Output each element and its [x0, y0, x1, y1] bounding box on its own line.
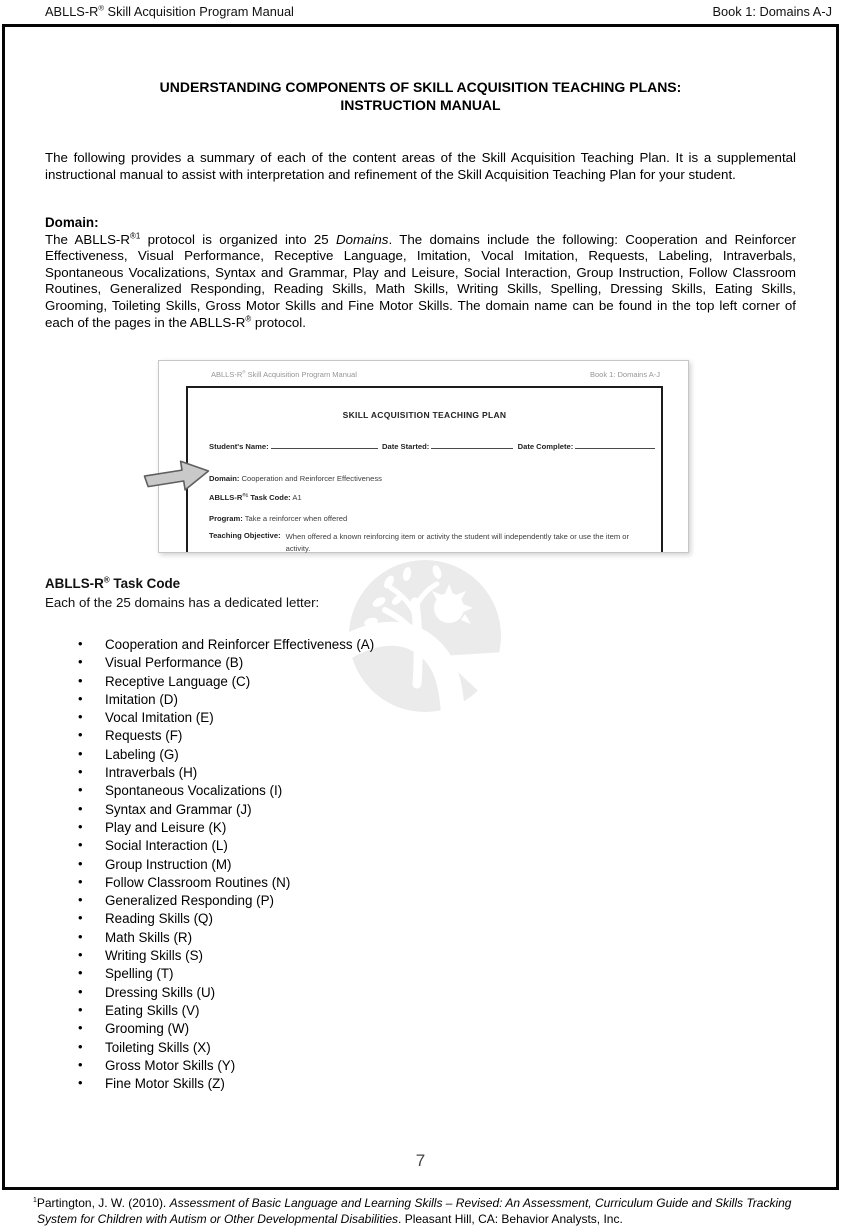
- list-item: • Fine Motor Skills (Z): [5, 1076, 796, 1094]
- registered-mark: ®: [98, 3, 104, 13]
- list-item: • Follow Classroom Routines (N): [5, 875, 796, 893]
- registered-mark-footref: ®1: [242, 492, 249, 498]
- list-item: • Receptive Language (C): [5, 674, 796, 692]
- list-item: • Social Interaction (L): [5, 838, 796, 856]
- running-header-right: Book 1: Domains A-J: [712, 4, 832, 19]
- page-number: 7: [415, 1151, 426, 1170]
- task-code-heading: ABLLS-R® Task Code: [45, 575, 181, 591]
- screenshot-running-header: [211, 370, 660, 379]
- registered-mark: ®: [103, 575, 110, 585]
- teaching-objective-row: Teaching Objective: When offered a known reinforcing item or activity the student will independently take or use the item or activity.: [209, 531, 630, 553]
- teaching-plan-screenshot: [158, 360, 689, 553]
- footnote: $^1$Partington, J. W. (2010). Assessment of Basic Language and Learning Skills – Revised: An Assessment, Curriculum Guide and Skills Tracking System for Children with Autism or Other Developmental Disabilities. Pleasant Hill, CA: Behavior Analysts, Inc.: [33, 1196, 792, 1226]
- list-item: • Vocal Imitation (E): [5, 710, 796, 728]
- running-header-left: ABLLS-R® Skill Acquisition Program Manual: [45, 3, 294, 19]
- footnote-number: 1: [33, 1197, 37, 1204]
- list-item: • Writing Skills (S): [5, 948, 796, 966]
- list-item: • Toileting Skills (X): [5, 1040, 796, 1058]
- date-started-blank: [431, 441, 513, 449]
- list-item: • Group Instruction (M): [5, 857, 796, 875]
- program-row: Program: Take a reinforcer when offered: [209, 514, 348, 523]
- domain-heading: Domain:: [45, 215, 99, 230]
- domain-row: Domain: Cooperation and Reinforcer Effectiveness: [209, 474, 382, 483]
- list-item: • Generalized Responding (P): [5, 893, 796, 911]
- list-item: • Play and Leisure (K): [5, 820, 796, 838]
- task-code-row: ABLLS-$R^{®1}$ Task Code: A1: [209, 492, 302, 502]
- page-border-box: [2, 24, 839, 1190]
- date-complete-blank: [575, 441, 655, 449]
- running-header: [45, 4, 832, 24]
- screenshot-header-left: ABLLS-R® Skill Acquisition Program Manual: [211, 369, 357, 379]
- list-item: • Dressing Skills (U): [5, 985, 796, 1003]
- list-item: • Reading Skills (Q): [5, 911, 796, 929]
- footnote-book-title: Assessment of Basic Language and Learning Skills – Revised: An Assessment, Curriculum Guide and Skills Tracking System for Children with Autism or Other Developmental Disabilities: [37, 1196, 792, 1226]
- domains-italic: Domains: [335, 231, 389, 247]
- list-item: • Math Skills (R): [5, 930, 796, 948]
- domain-paragraph: The ABLLS-$R^{®1}$ protocol is organized into 25 Domains. The domains include the following: Cooperation and Reinforcer Effectiveness, Visual Performance, Receptive Language, Imitation, Vocal Imitation, Requests, Labeling, Intraverbals, Spontaneous Vocalizations, Syntax and Grammar, Play and Leisure, Social Interaction, Group Instruction, Follow Classroom Routines, Generalized Responding, Reading Skills, Math Skills, Writing Skills, Spelling, Dressing Skills, Eating Skills, Grooming, Toileting Skills, Gross Motor Skills and Fine Motor Skills. The domain name can be found in the top left corner of each of the pages in the ABLLS-R® protocol.: [45, 231, 796, 330]
- list-item: • Intraverbals (H): [5, 765, 796, 783]
- intro-paragraph: The following provides a summary of each of the content areas of the Skill Acquisition Teaching Plan. It is a supplemental instructional manual to assist with interpretation and refinement of the Skill Acquisition Teaching Plan for your student.: [45, 150, 796, 182]
- list-item: • Grooming (W): [5, 1021, 796, 1039]
- list-item: • Cooperation and Reinforcer Effectiveness (A): [5, 637, 796, 655]
- callout-arrow-icon: [141, 457, 213, 506]
- domain-section: [45, 215, 796, 331]
- student-name-row: Student's Name: Date Started: Date Complete:: [209, 441, 651, 451]
- registered-mark-footref: ®1: [129, 231, 141, 241]
- list-item: • Eating Skills (V): [5, 1003, 796, 1021]
- list-item: • Requests (F): [5, 728, 796, 746]
- task-code-section: [45, 576, 796, 610]
- page-title-line2: INSTRUCTION MANUAL: [340, 97, 501, 113]
- list-item: • Labeling (G): [5, 747, 796, 765]
- task-code-subtitle: Each of the 25 domains has a dedicated letter:: [45, 595, 320, 610]
- page-title: [45, 78, 796, 114]
- screenshot-form-box: [186, 386, 663, 552]
- list-item: • Gross Motor Skills (Y): [5, 1058, 796, 1076]
- student-name-blank: [271, 441, 378, 449]
- screenshot-header-right: Book 1: Domains A-J: [589, 370, 660, 379]
- list-item: • Spelling (T): [5, 966, 796, 984]
- list-item: • Imitation (D): [5, 692, 796, 710]
- registered-mark: ®: [242, 369, 246, 375]
- page-title-line1: UNDERSTANDING COMPONENTS OF SKILL ACQUISITION TEACHING PLANS:: [159, 79, 682, 95]
- list-item: • Visual Performance (B): [5, 655, 796, 673]
- registered-mark: ®: [245, 314, 252, 324]
- domain-letter-list: [5, 637, 796, 1094]
- list-item: • Spontaneous Vocalizations (I): [5, 783, 796, 801]
- list-item: • Syntax and Grammar (J): [5, 802, 796, 820]
- screenshot-form-title: SKILL ACQUISITION TEACHING PLAN: [342, 410, 507, 420]
